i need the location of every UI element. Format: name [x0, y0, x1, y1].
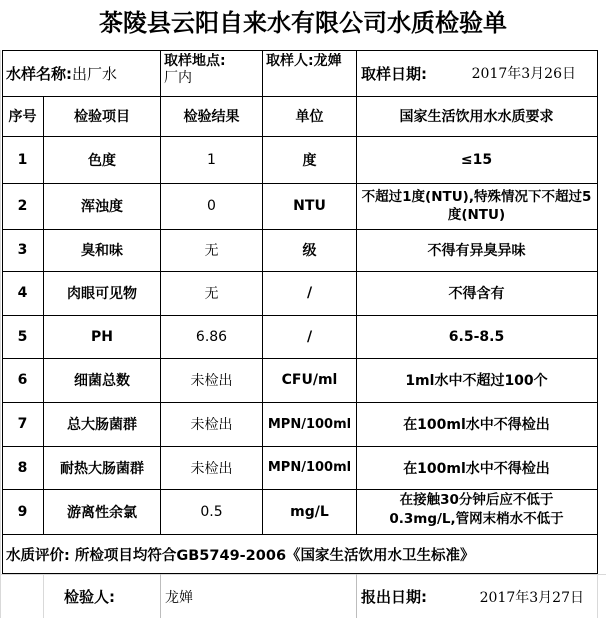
- border-header-bottom: [2, 136, 598, 137]
- row-no: 9: [17, 503, 28, 520]
- row-item: 浑浊度: [81, 199, 123, 215]
- border-row-4: [2, 315, 598, 316]
- row-no: 6: [17, 372, 28, 388]
- row-result: 无: [204, 286, 219, 302]
- inspector-label: 检验人:: [64, 588, 115, 606]
- row-standard: 在100ml水中不得检出: [403, 417, 550, 433]
- row-standard: 6.5-8.5: [448, 328, 505, 345]
- row-standard: 不得含有: [448, 286, 505, 302]
- row-result: 未检出: [190, 417, 233, 433]
- row-unit: MPN/100ml: [267, 416, 352, 432]
- inspector-value: 龙婵: [165, 589, 193, 606]
- row-unit: CFU/ml: [281, 372, 338, 388]
- row-result: 未检出: [190, 460, 233, 477]
- row-unit: NTU: [293, 198, 326, 214]
- row-standard: 1ml水中不超过100个: [405, 373, 548, 389]
- border-left: [2, 50, 3, 574]
- border-row-5: [2, 358, 598, 359]
- row-standard: 不超过1度(NTU),特殊情况下不超过5度(NTU): [361, 189, 592, 223]
- row-standard: 在100ml水中不得检出: [403, 460, 550, 477]
- row-unit: 度: [302, 152, 317, 169]
- row-result: 0: [207, 198, 216, 214]
- row-no: 8: [17, 459, 28, 476]
- row-no: 1: [17, 151, 28, 168]
- gridline-footer-2: [43, 574, 44, 618]
- report-date-label: 报出日期:: [361, 588, 427, 606]
- header-no: 序号: [8, 109, 37, 125]
- row-unit: MPN/100ml: [267, 460, 352, 475]
- footer-divider-2: [356, 574, 357, 618]
- border-top: [2, 50, 598, 51]
- header-unit: 单位: [295, 109, 324, 125]
- row-item: 耐热大肠菌群: [60, 460, 144, 477]
- border-row-3: [2, 271, 598, 272]
- row-unit: mg/L: [290, 503, 329, 520]
- sampler-field: [263, 53, 355, 95]
- row-unit: 级: [302, 243, 317, 259]
- evaluation-text: 水质评价: 所检项目均符合GB5749-2006《国家生活饮用水卫生标准》: [6, 547, 475, 564]
- report-title: 茶陵县云阳自来水有限公司水质检验单: [99, 8, 507, 37]
- row-result: 1: [207, 151, 216, 168]
- gridline-footer-3: [597, 574, 598, 618]
- row-item: PH: [91, 328, 113, 345]
- border-row-7: [2, 446, 598, 447]
- gridline-left: [0, 50, 1, 618]
- header-result: 检验结果: [183, 109, 240, 125]
- row-standard: ≤15: [460, 151, 493, 168]
- row-item: 游离性余氯: [67, 504, 137, 521]
- row-unit: /: [306, 328, 313, 345]
- location-label: 取样地点:: [164, 53, 226, 69]
- location-field: [161, 53, 263, 95]
- sampling-date-label: 取样日期:: [361, 64, 427, 83]
- border-row-2: [2, 229, 598, 230]
- row-result: 6.86: [195, 328, 228, 345]
- sampling-date-value: 2017年3月26日: [471, 66, 576, 82]
- row-item: 总大肠菌群: [67, 417, 137, 433]
- border-row-8: [2, 489, 598, 490]
- sample-name-label: 水样名称:: [6, 64, 72, 83]
- border-col-3: [262, 50, 263, 534]
- border-row-1: [2, 183, 598, 184]
- border-row-6: [2, 402, 598, 403]
- border-evaluation-bottom: [2, 573, 598, 574]
- report-date-value: 2017年3月27日: [479, 589, 584, 606]
- border-row-9: [2, 534, 598, 535]
- border-col-4: [356, 50, 357, 534]
- row-no: 5: [17, 328, 28, 345]
- border-col-1: [43, 96, 44, 534]
- header-standard: 国家生活饮用水水质要求: [399, 109, 554, 125]
- border-info-bottom: [2, 96, 598, 97]
- row-item: 肉眼可见物: [67, 286, 137, 302]
- sample-name-field: [2, 50, 161, 96]
- row-item: 细菌总数: [74, 373, 130, 389]
- row-item: 色度: [88, 152, 116, 169]
- row-standard: 在接触30分钟后应不低于0.3mg/L,管网末梢水不低于: [389, 492, 564, 527]
- row-unit: /: [306, 285, 313, 301]
- sampler-label: 取样人:龙婵: [266, 53, 342, 69]
- header-item: 检验项目: [74, 109, 130, 125]
- row-result: 未检出: [190, 373, 233, 389]
- border-right: [597, 50, 598, 574]
- row-standard: 不得有异臭异味: [427, 243, 526, 259]
- footer-divider-1: [160, 574, 161, 618]
- row-no: 2: [17, 198, 28, 214]
- border-col-2: [160, 50, 161, 534]
- row-result: 0.5: [200, 503, 223, 520]
- row-no: 4: [17, 285, 28, 301]
- row-no: 7: [17, 416, 28, 432]
- row-result: 无: [204, 243, 219, 259]
- row-no: 3: [17, 242, 28, 258]
- location-value: 厂内: [164, 70, 192, 86]
- sample-name-value: 出厂水: [72, 64, 118, 83]
- row-item: 臭和味: [81, 243, 123, 259]
